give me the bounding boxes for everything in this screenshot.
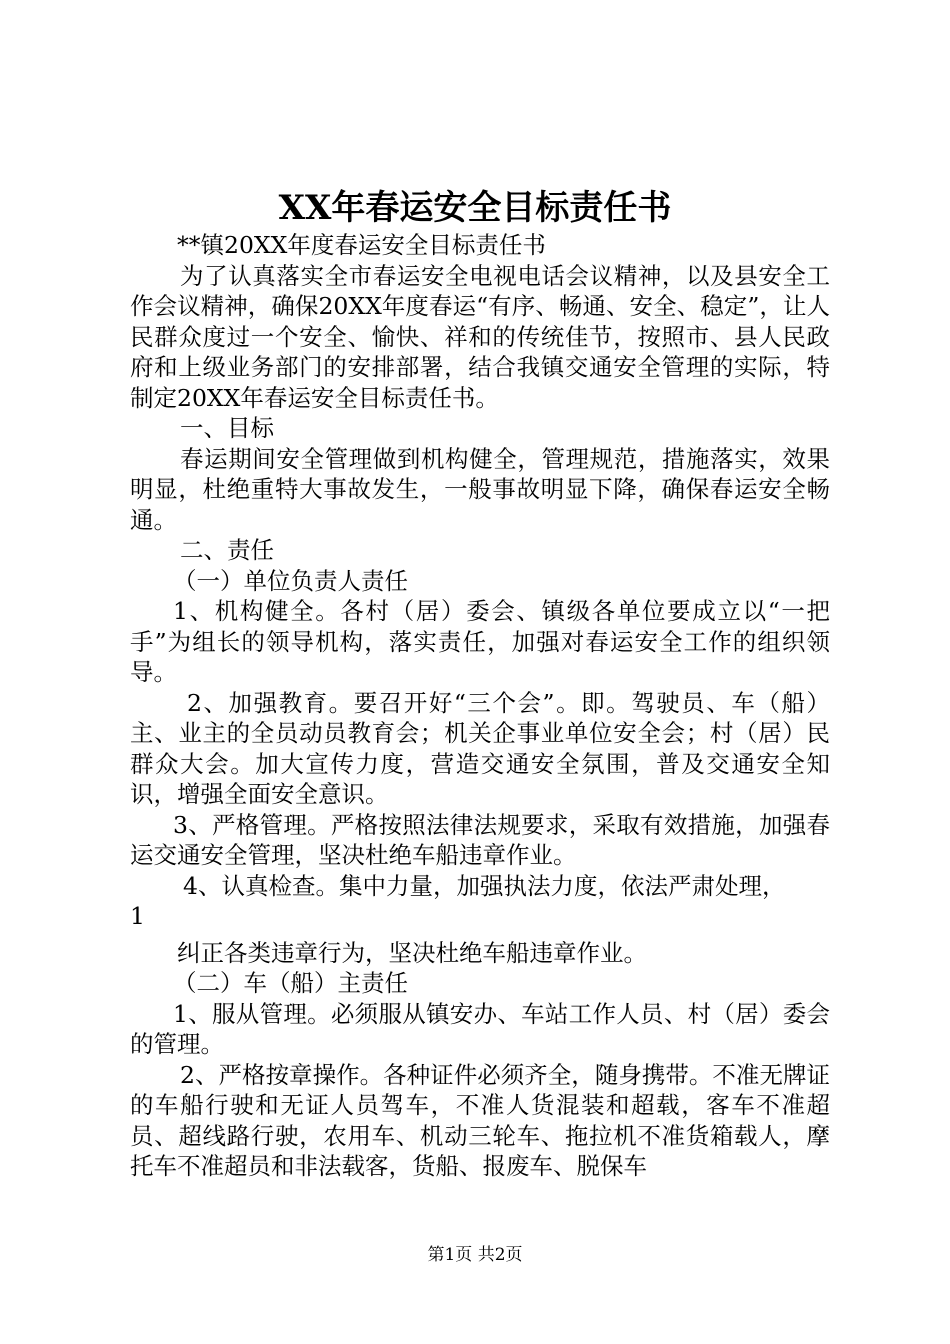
- page-footer: 第1页 共2页: [427, 1245, 523, 1265]
- item-paragraph-4-continued: 纠正各类违章行为，坚决杜绝车船违章作业。: [177, 938, 647, 967]
- owner-item-paragraph-2: 2、严格按章操作。各种证件必须齐全，随身携带。不准无牌证的车船行驶和无证人员驾车，不准人货混装和超载，客车不准超员、超线路行驶，农用车、机动三轮车、拖拉机不准货箱载人，摩托车不准超员和非法载客，货船、报废车、脱保车: [130, 1060, 830, 1180]
- owner-item-paragraph-1: 1、服从管理。必须服从镇安办、车站工作人员、村（居）委会的管理。: [130, 999, 830, 1058]
- subtitle-paragraph: **镇20XX年度春运安全目标责任书: [177, 231, 546, 259]
- document-body: [130, 230, 830, 1182]
- item-paragraph-2: 2、加强教育。要召开好“三个会”。即。驾驶员、车（船）主、业主的全员动员教育会；机关企事业单位安全会；村（居）民群众大会。加大宣传力度，营造交通安全氛围，普及交通安全知识，增强全面安全意识。: [130, 688, 830, 808]
- document-title: XX年春运安全目标责任书: [278, 188, 672, 228]
- item-paragraph-1: 1、机构健全。各村（居）委会、镇级各单位要成立以“一把手”为组长的领导机构，落实责任，加强对春运安全工作的组织领导。: [130, 597, 830, 686]
- subsection-heading-owner: （二）车（船）主责任: [173, 969, 408, 997]
- goal-paragraph: 春运期间安全管理做到机构健全，管理规范，措施落实，效果明显，杜绝重特大事故发生，一般事故明显下降，确保春运安全畅通。: [130, 444, 830, 534]
- subsection-heading-unit: （一）单位负责人责任: [173, 566, 408, 595]
- section-heading-responsibility: 二、责任: [180, 536, 274, 564]
- intro-paragraph: 为了认真落实全市春运安全电视电话会议精神，以及县安全工作会议精神，确保20XX年度春运“有序、畅通、安全、稳定”，让人民群众度过一个安全、愉快、祥和的传统佳节，按照市、县人民政府和上级业务部门的安排部署，结合我镇交通安全管理的实际，特制定20XX年春运安全目标责任书。: [130, 261, 830, 412]
- section-heading-goal: 一、目标: [180, 414, 274, 442]
- item-paragraph-3: 3、严格管理。严格按照法律法规要求，采取有效措施，加强春运交通安全管理，坚决杜绝车船违章作业。: [130, 810, 830, 869]
- inline-page-number: 1: [130, 902, 145, 930]
- item-paragraph-4: 4、认真检查。集中力量，加强执法力度，依法严肃处理，: [183, 871, 786, 900]
